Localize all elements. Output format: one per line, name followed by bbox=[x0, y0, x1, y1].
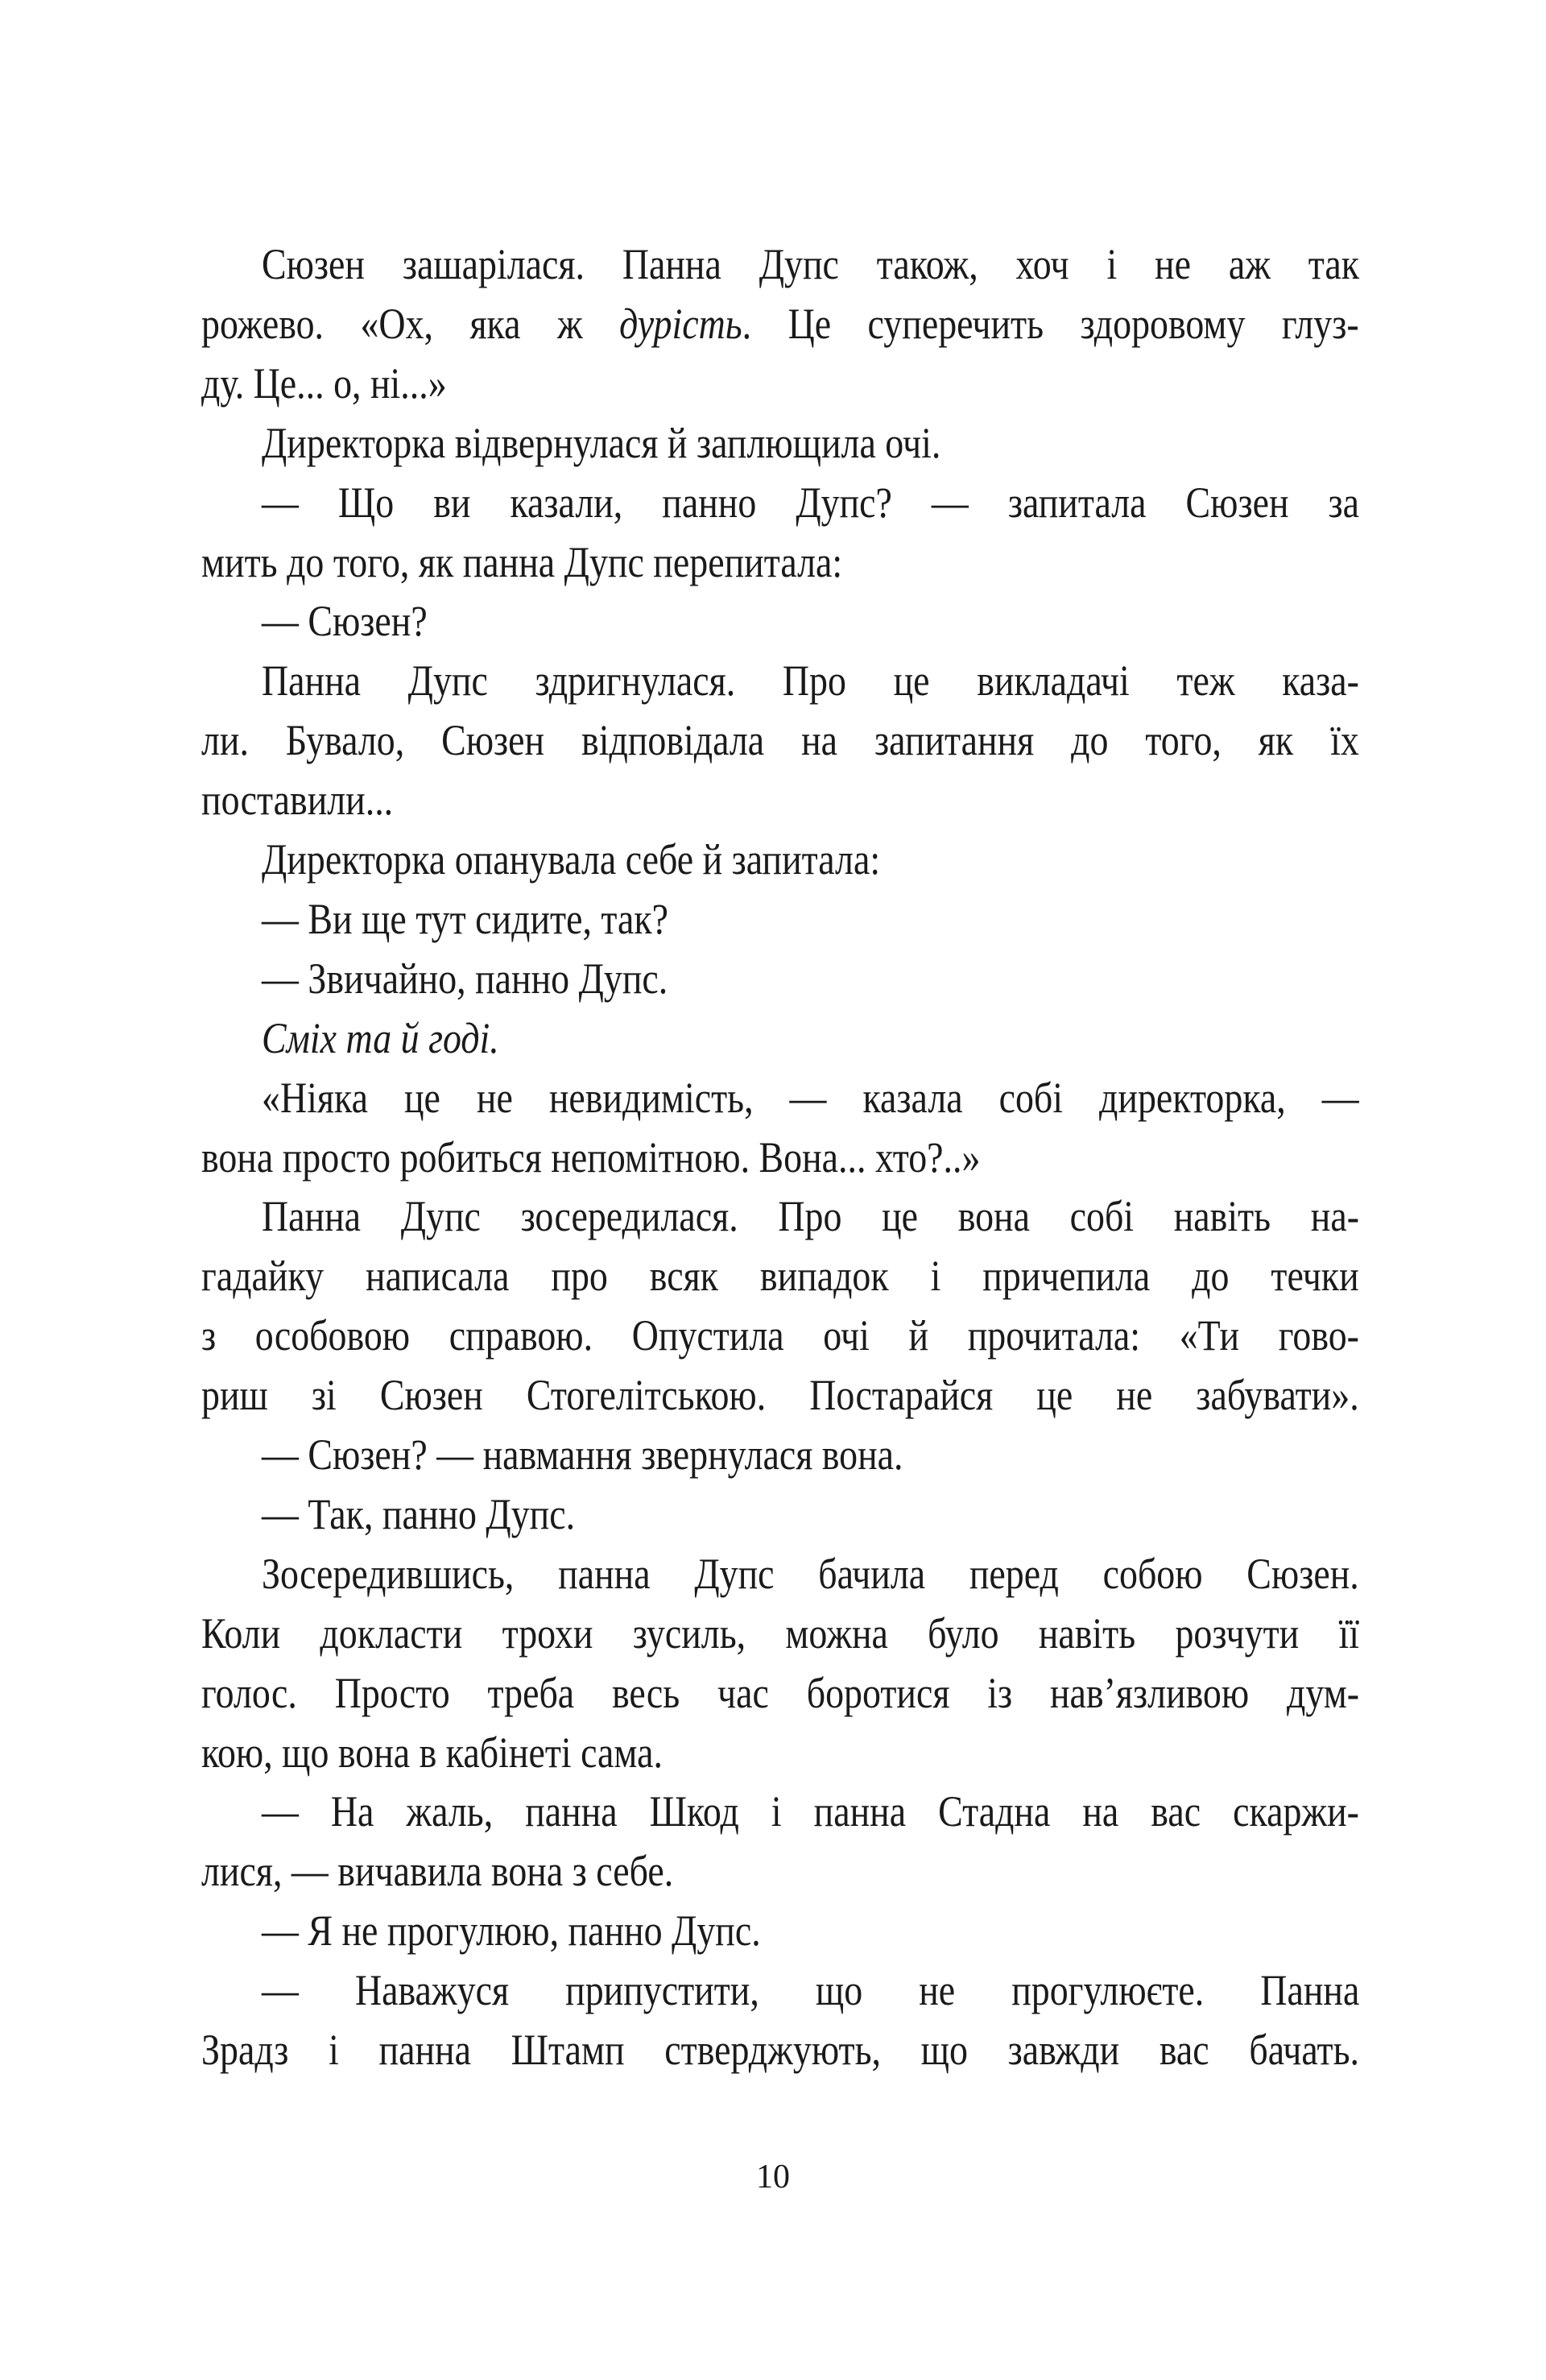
text-line bbox=[262, 1488, 575, 1541]
text-segment: ду. Це... о, ні...» bbox=[201, 358, 447, 408]
text-line bbox=[201, 1726, 663, 1779]
text-line bbox=[262, 238, 1359, 291]
text-line bbox=[201, 297, 1359, 350]
text-segment: — На жаль, панна Шкод і панна Стадна на вас скаржи- bbox=[262, 1787, 1359, 1836]
text-segment: мить до того, як панна Дупс перепитала: bbox=[201, 537, 843, 586]
text-line bbox=[262, 1785, 1359, 1838]
text-line bbox=[262, 594, 428, 648]
text-segment: Зосередившись, панна Дупс бачила перед собою Сюзен. bbox=[262, 1549, 1359, 1598]
text-segment: — Ви ще тут сидите, так? bbox=[262, 894, 669, 943]
text-line bbox=[201, 1309, 1359, 1362]
text-segment: — Що ви казали, панно Дупс? — запитала Сюзен за bbox=[262, 478, 1360, 527]
text-segment: поставили... bbox=[201, 776, 394, 825]
text-line bbox=[201, 1249, 1359, 1302]
text-segment: з особовою справою. Опустила очі й прочитала: «Ти гово- bbox=[201, 1311, 1359, 1360]
text-line bbox=[201, 773, 393, 826]
text-line bbox=[201, 536, 842, 589]
text-line bbox=[262, 1964, 1359, 2017]
text-segment: — Звичайно, панно Дупс. bbox=[262, 954, 668, 1003]
text-segment: голос. Просто треба весь час боротися із нав’язливою дум- bbox=[201, 1668, 1360, 1717]
text-segment: — Так, панно Дупс. bbox=[262, 1489, 576, 1538]
text-segment: риш зі Сюзен Стогелітською. Постарайся це не забувати». bbox=[201, 1371, 1359, 1420]
text-segment: Панна Дупс здригнулася. Про це викладачі теж каза- bbox=[262, 656, 1359, 706]
text-segment: кою, що вона в кабінеті сама. bbox=[201, 1728, 663, 1777]
text-line bbox=[262, 1071, 1359, 1124]
page-number: 10 bbox=[756, 2159, 790, 2196]
text-line bbox=[262, 892, 668, 946]
italic-text: дурість bbox=[619, 299, 742, 348]
text-segment: — Сюзен? — навмання звернулася вона. bbox=[262, 1430, 903, 1479]
text-segment: . Це суперечить здоровому глуз- bbox=[742, 299, 1359, 348]
text-line bbox=[262, 833, 880, 886]
text-segment: вона просто робиться непомітною. Вона... хто?..» bbox=[201, 1132, 981, 1182]
text-line bbox=[201, 1666, 1359, 1720]
text-line bbox=[262, 1428, 903, 1481]
text-segment: рожево. «Ох, яка ж bbox=[201, 299, 620, 348]
text-line bbox=[201, 1607, 1359, 1660]
text-segment: Коли докласти трохи зусиль, можна було навіть розчути її bbox=[201, 1608, 1360, 1658]
text-segment: — Наважуся припустити, що не прогулюєте. Панна bbox=[262, 1966, 1360, 2015]
text-line bbox=[262, 476, 1359, 529]
text-line bbox=[201, 1844, 673, 1898]
text-segment: «Ніяка це не невидимість, — казала собі директорка, — bbox=[262, 1073, 1359, 1122]
text-segment: — Я не прогулюю, панно Дупс. bbox=[262, 1906, 761, 1956]
text-line bbox=[262, 952, 668, 1005]
text-line bbox=[201, 357, 447, 410]
text-line bbox=[262, 1904, 761, 1957]
text-line bbox=[262, 1547, 1359, 1600]
text-line bbox=[262, 416, 940, 470]
text-line bbox=[262, 654, 1359, 707]
text-segment: Зрадз і панна Штамп стверджують, що завжди вас бачать. bbox=[201, 2026, 1360, 2074]
text-segment: — Сюзен? bbox=[262, 597, 428, 646]
text-line bbox=[201, 1131, 980, 1184]
text-line bbox=[262, 1190, 1359, 1243]
text-segment: гадайку написала про всяк випадок і причепила до течки bbox=[201, 1252, 1359, 1301]
text-line bbox=[262, 1012, 499, 1065]
italic-text: Сміх та й годі. bbox=[262, 1013, 499, 1062]
text-segment: ли. Бувало, Сюзен відповідала на запитання до того, як їх bbox=[201, 716, 1359, 765]
text-line bbox=[201, 714, 1359, 767]
text-segment: Директорка відвернулася й заплющила очі. bbox=[262, 418, 941, 467]
text-segment: Сюзен зашарілася. Панна Дупс також, хоч і не аж так bbox=[262, 240, 1360, 288]
text-line bbox=[201, 1368, 1359, 1422]
text-segment: Панна Дупс зосередилася. Про це вона собі навіть на- bbox=[262, 1192, 1359, 1241]
text-line bbox=[201, 2023, 1359, 2076]
text-segment: лися, — вичавила вона з себе. bbox=[201, 1847, 674, 1896]
text-segment: Директорка опанувала себе й запитала: bbox=[262, 835, 881, 884]
